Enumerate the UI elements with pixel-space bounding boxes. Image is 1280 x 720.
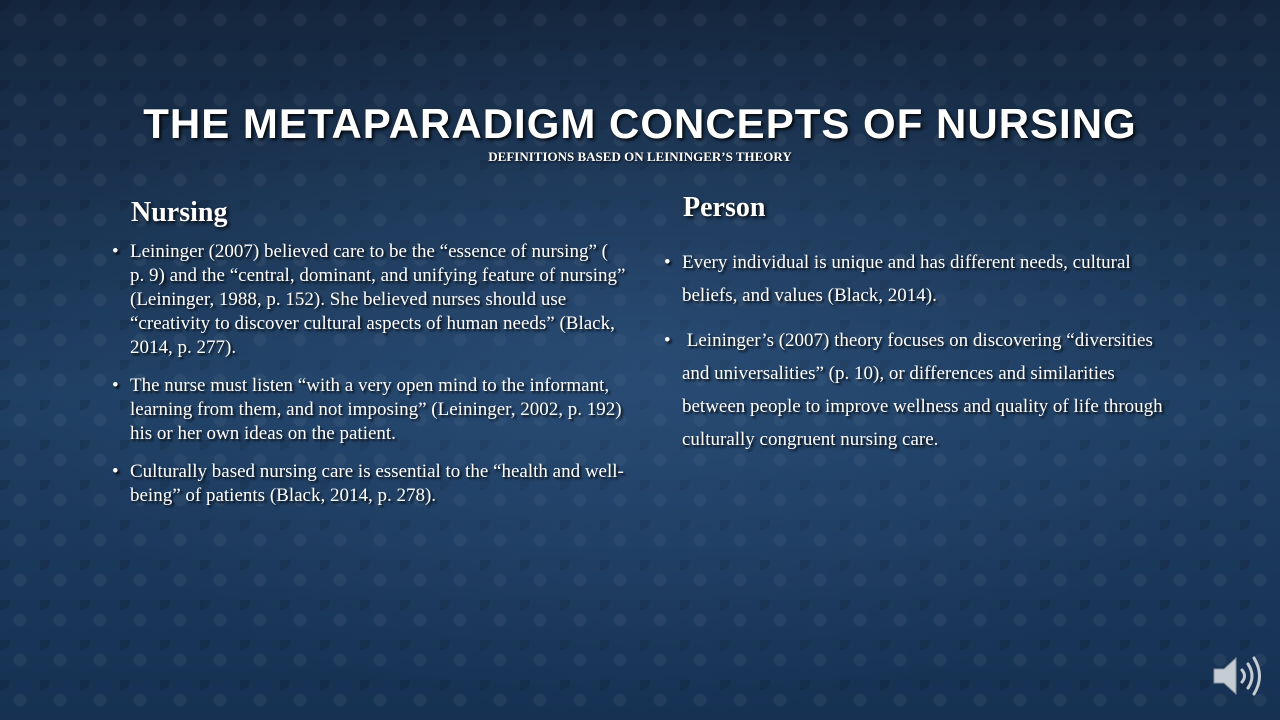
speaker-icon[interactable] [1210, 652, 1266, 700]
bullet-text: Leininger’s (2007) theory focuses on discovering “diversities and universalities” (p. 10), or differences and similarities between people to improve wellness and quality of life through culturally congruent nursing care. [682, 330, 1168, 450]
slide-subtitle: DEFINITIONS BASED ON LEININGER’S THEORY [488, 149, 792, 164]
person-bullet-list [658, 246, 1178, 468]
list-item [658, 324, 1178, 456]
bullet-icon: • [112, 461, 119, 482]
bullet-icon: • [112, 241, 119, 262]
nursing-bullet-list [106, 240, 626, 522]
bullet-icon: • [112, 375, 119, 396]
speaker-icon-graphic [1210, 652, 1266, 700]
list-item [106, 374, 626, 446]
bullet-text: Leininger (2007) believed care to be the “essence of nursing” ( p. 9) and the “central, dominant, and unifying feature of nursing” (Leininger, 1988, p. 152). She believed nurses should use “creativity to discover cultural aspects of human needs” (Black, 2014, p. 277). [130, 241, 626, 358]
slide-title: THE METAPARADIGM CONCEPTS OF NURSING [143, 100, 1137, 147]
nursing-heading: Nursing [131, 197, 228, 228]
bullet-text: Culturally based nursing care is essential to the “health and well-being” of patients (Black, 2014, p. 278). [130, 461, 624, 506]
bullet-text: The nurse must listen “with a very open mind to the informant, learning from them, and not imposing” (Leininger, 2002, p. 192) his or her own ideas on the patient. [130, 375, 622, 444]
person-heading: Person [683, 192, 766, 223]
list-item [106, 460, 626, 508]
bullet-icon: • [664, 330, 671, 351]
list-item [658, 246, 1178, 312]
list-item [106, 240, 626, 360]
bullet-icon: • [664, 252, 671, 273]
bullet-text: Every individual is unique and has different needs, cultural beliefs, and values (Black, 2014). [682, 252, 1131, 306]
